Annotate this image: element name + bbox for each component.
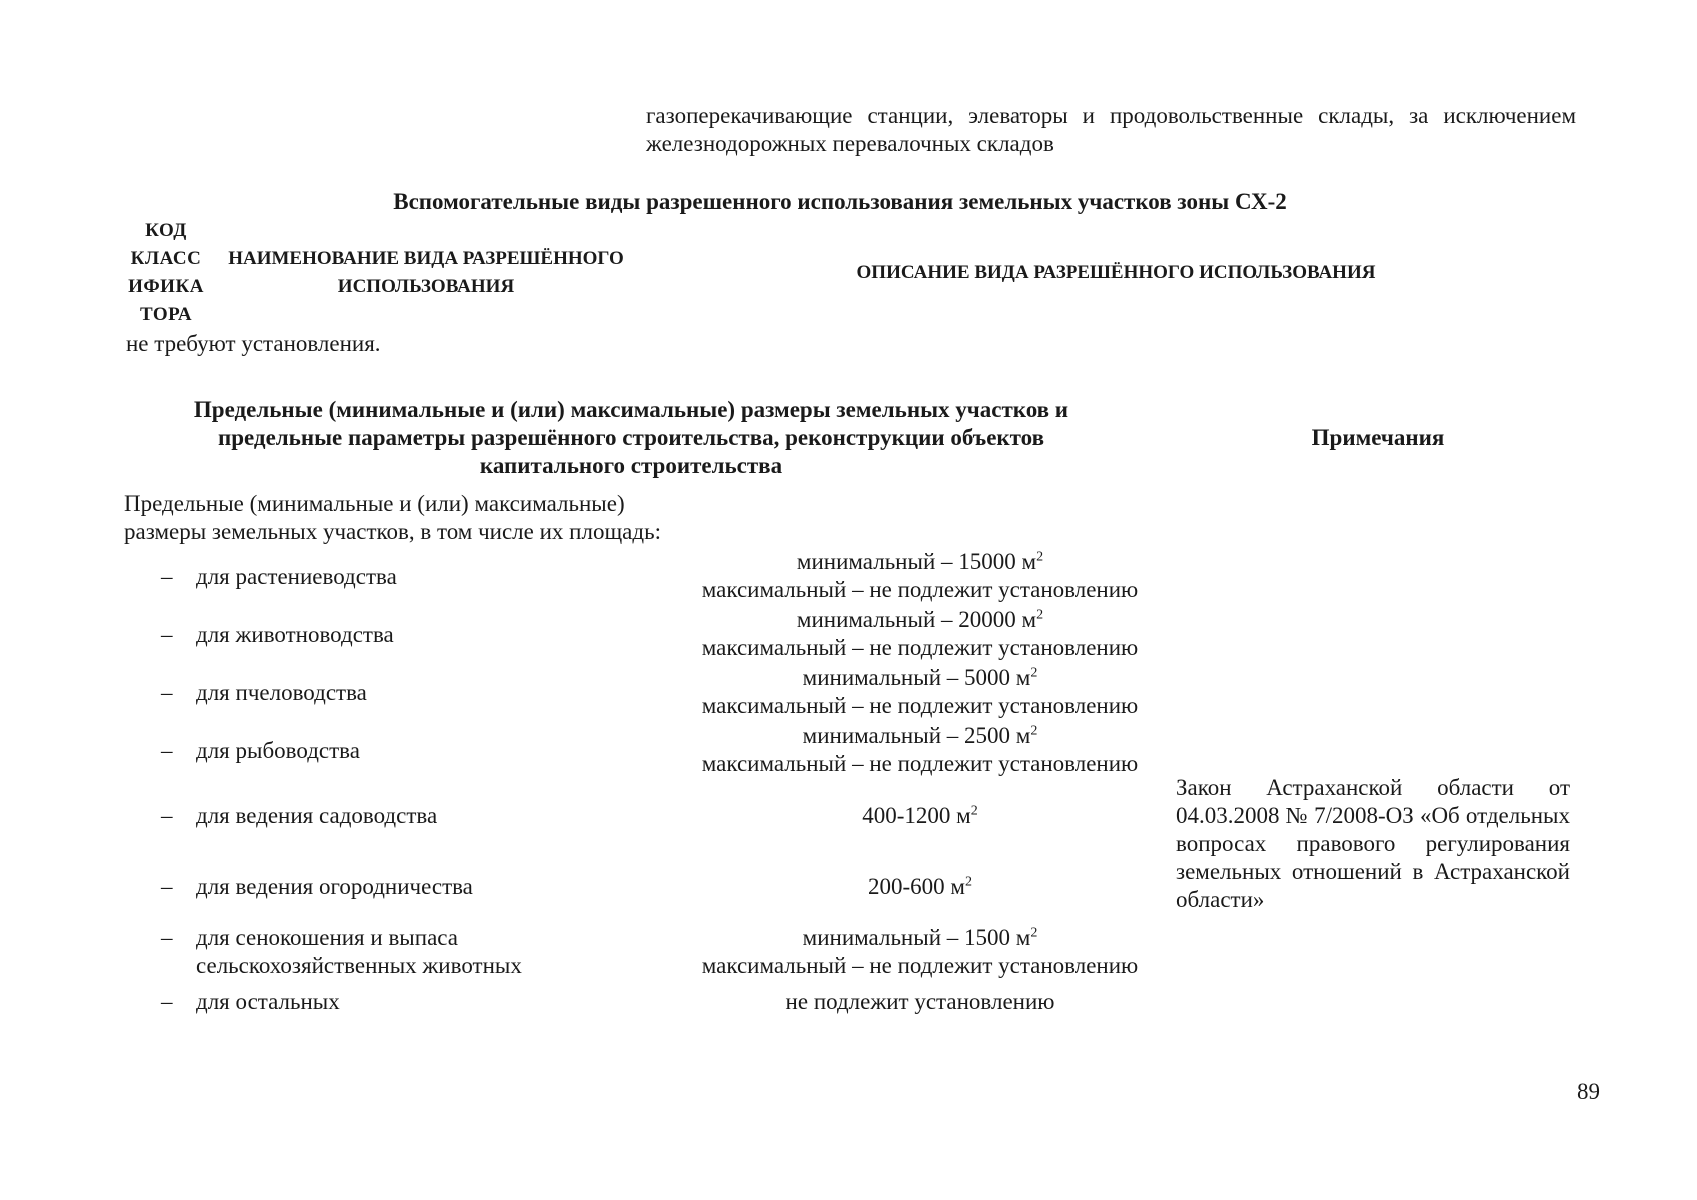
row-value <box>680 802 1160 830</box>
row-value: не подлежит установлению <box>785 989 1055 1014</box>
header-use-description: ОПИСАНИЕ ВИДА РАЗРЕШЁННОГО ИСПОЛЬЗОВАНИЯ <box>856 262 1376 283</box>
header-use-name <box>216 245 636 301</box>
limits-heading-line: Предельные (минимальные и (или) максимальные) размеры земельных участков и <box>193 397 1069 422</box>
row-use-name: для растениеводства <box>196 564 397 589</box>
aux-section-note: не требуют установления. <box>126 331 381 356</box>
header-code-line: ТОРА <box>139 304 193 325</box>
row-use-name: для животноводства <box>196 622 394 647</box>
list-dash: – <box>161 925 173 950</box>
limits-intro-line: размеры земельных участков, в том числе их площадь: <box>124 519 661 544</box>
header-use-name-line: НАИМЕНОВАНИЕ ВИДА РАЗРЕШЁННОГО <box>228 248 624 269</box>
row-value <box>680 606 1160 662</box>
limits-intro-line: Предельные (минимальные и (или) максимальные) <box>124 491 625 516</box>
limits-heading-line: капитального строительства <box>479 453 783 478</box>
limits-heading-line: предельные параметры разрешённого строительства, реконструкции объектов <box>217 425 1044 450</box>
row-min-value: минимальный – 5000 м <box>802 665 1031 690</box>
law-note: Закон Астраханской области от 04.03.2008 № 7/2008-ОЗ «Об отдельных вопросах правового регулирования земельных отношений в Астраханской области» <box>1176 775 1570 912</box>
list-dash: – <box>161 680 173 705</box>
row-value <box>680 722 1160 778</box>
row-min-value: минимальный – 20000 м <box>796 607 1037 632</box>
row-max-value: максимальный – не подлежит установлению <box>701 751 1139 776</box>
row-min-value: минимальный – 15000 м <box>796 549 1037 574</box>
row-max-value: максимальный – не подлежит установлению <box>701 577 1139 602</box>
list-dash: – <box>161 803 173 828</box>
row-use-name: для ведения садоводства <box>196 803 438 828</box>
notes-heading: Примечания <box>1311 425 1445 450</box>
row-max-value: максимальный – не подлежит установлению <box>701 953 1139 978</box>
superscript: 2 <box>964 874 972 890</box>
superscript: 2 <box>1030 925 1038 941</box>
list-dash: – <box>161 989 173 1014</box>
list-dash: – <box>161 874 173 899</box>
row-use-name: для остальных <box>196 989 340 1014</box>
continuation-text: газоперекачивающие станции, элеваторы и продовольственные склады, за исключением железнодорожных перевалочных складов <box>646 103 1576 156</box>
limits-intro <box>124 490 684 546</box>
row-value <box>680 924 1160 980</box>
row-min-value: минимальный – 1500 м <box>802 925 1031 950</box>
row-min-value: минимальный – 2500 м <box>802 723 1031 748</box>
list-dash: – <box>161 564 173 589</box>
row-use-name: для ведения огородничества <box>196 874 473 899</box>
row-area-value: 400-1200 м <box>862 803 971 828</box>
header-code-classifier <box>122 217 210 329</box>
row-value <box>680 873 1160 901</box>
limits-heading <box>126 396 1136 480</box>
row-area-value: 200-600 м <box>868 874 965 899</box>
superscript: 2 <box>1030 723 1038 739</box>
row-max-value: максимальный – не подлежит установлению <box>701 693 1139 718</box>
page-number: 89 <box>1577 1079 1600 1104</box>
row-use-name-line: для сенокошения и выпаса <box>196 925 458 950</box>
aux-section-title: Вспомогательные виды разрешенного использования земельных участков зоны СХ-2 <box>393 189 1287 214</box>
row-use-name-line: сельскохозяйственных животных <box>196 953 522 978</box>
row-value <box>680 664 1160 720</box>
header-code-line: КОД <box>145 220 187 241</box>
row-use-name <box>196 924 666 980</box>
list-dash: – <box>161 622 173 647</box>
row-value <box>680 548 1160 604</box>
superscript: 2 <box>970 803 978 819</box>
header-code-line: ИФИКА <box>128 276 204 297</box>
row-use-name: для рыбоводства <box>196 738 360 763</box>
superscript: 2 <box>1030 665 1038 681</box>
superscript: 2 <box>1036 549 1044 565</box>
header-use-name-line: ИСПОЛЬЗОВАНИЯ <box>337 276 515 297</box>
header-code-line: КЛАСС <box>130 248 202 269</box>
superscript: 2 <box>1036 607 1044 623</box>
row-max-value: максимальный – не подлежит установлению <box>701 635 1139 660</box>
row-use-name: для пчеловодства <box>196 680 367 705</box>
list-dash: – <box>161 738 173 763</box>
